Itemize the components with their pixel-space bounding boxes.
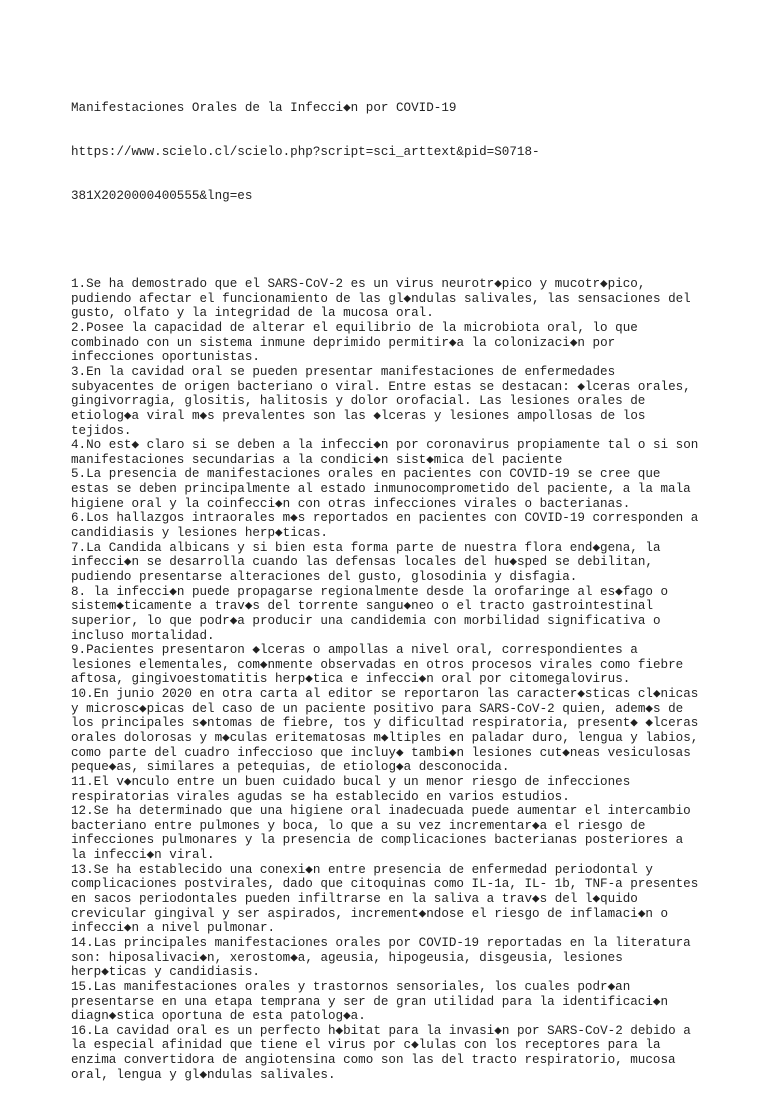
body-text-line: subyacentes de origen bacteriano o viral. Entre estas se destacan: ◆lceras orales,: [71, 379, 691, 394]
body-text-line: tejidos.: [71, 423, 132, 438]
body-text-line: infecci◆n se desarrolla cuando las defensas locales del hu◆sped se debilitan,: [71, 555, 653, 570]
body-text-line: oral, lengua y gl◆ndulas salivales.: [71, 1067, 336, 1082]
body-text-line: 11.El v◆nculo entre un buen cuidado bucal y un menor riesgo de infecciones: [71, 774, 631, 789]
body-text-line: infecciones oportunistas.: [71, 350, 260, 365]
body-text-line: sistem◆ticamente a trav◆s del torrente sangu◆neo o el tracto gastrointestinal: [71, 599, 653, 614]
body-text-line: gusto, olfato y la integridad de la mucosa oral.: [71, 306, 434, 321]
body-text-line: estas se deben principalmente al estado inmunocomprometido del paciente, a la mala: [71, 482, 691, 497]
body-text-line: peque◆as, similares a petequias, de etiolog◆a desconocida.: [71, 760, 510, 775]
body-text-line: pudiendo afectar el funcionamiento de las gl◆ndulas salivales, las sensaciones del: [71, 291, 691, 306]
body-text-line: diagn◆stica oportuna de esta patolog◆a.: [71, 1009, 366, 1024]
body-text-line: presentarse en una etapa temprana y ser de gran utilidad para la identificaci◆n: [71, 994, 669, 1009]
body-text-line: 14.Las principales manifestaciones orales por COVID-19 reportadas en la literatura: [71, 935, 691, 950]
body-text-line: infecciones pulmonares y la presencia de complicaciones bacterianas posteriores a: [71, 833, 684, 848]
body-text-line: complicaciones postvirales, dado que citoquinas como IL-1a, IL- 1b, TNF-a presentes: [71, 877, 699, 892]
body-text-line: respiratorias virales agudas se ha establecido en varios estudios.: [71, 789, 570, 804]
body-text-line: 4.No est◆ claro si se deben a la infecci◆n por coronavirus propiamente tal o si son: [71, 438, 699, 453]
body-text-line: los principales s◆ntomas de fiebre, tos y dificultad respiratoria, present◆ ◆lceras: [71, 716, 699, 731]
document-title: Manifestaciones Orales de la Infecci◆n por COVID-19: [71, 101, 457, 116]
body-text-line: y microsc◆picas del caso de un paciente positivo para SARS-CoV-2 quien, adem◆s de: [71, 701, 684, 716]
body-text-line: superior, lo que podr◆a producir una candidemia con morbilidad significativa o: [71, 613, 661, 628]
body-text-line: 12.Se ha determinado que una higiene oral inadecuada puede aumentar el intercambio: [71, 804, 691, 819]
body-text-line: crevicular gingival y ser aspirados, increment◆ndose el riesgo de inflamaci◆n o: [71, 906, 669, 921]
body-text-line: como parte del cuadro infeccioso que incluy◆ tambi◆n lesiones cut◆neas vesiculosas: [71, 745, 691, 760]
body-text-line: 1.Se ha demostrado que el SARS-CoV-2 es un virus neurotr◆pico y mucotr◆pico,: [71, 277, 646, 292]
body-text-line: incluso mortalidad.: [71, 628, 215, 643]
body-text-line: la especial afinidad que tiene el virus por c◆lulas con los receptores para la: [71, 1038, 661, 1053]
body-text-line: 7.La Candida albicans y si bien esta forma parte de nuestra flora end◆gena, la: [71, 540, 661, 555]
body-text-line: gingivorragia, glositis, halitosis y dolor orofacial. Las lesiones orales de: [71, 394, 646, 409]
body-text-line: 6.Los hallazgos intraorales m◆s reportados en pacientes con COVID-19 corresponden a: [71, 511, 699, 526]
body-text-line: candidiasis y lesiones herp◆ticas.: [71, 526, 328, 541]
blank-line: [71, 233, 711, 248]
body-text-line: 10.En junio 2020 en otra carta al editor se reportaron las caracter◆sticas cl◆nicas: [71, 687, 699, 702]
body-text-line: higiene oral y la coinfecci◆n con otras infecciones virales o bacterianas.: [71, 496, 631, 511]
body-text-line: la infecci◆n viral.: [71, 848, 215, 863]
body-text-line: combinado con un sistema inmune deprimido permitir◆a la colonizaci◆n por: [71, 335, 616, 350]
body-text-line: infecci◆n a nivel pulmonar.: [71, 921, 276, 936]
body-text-line: lesiones elementales, com◆nmente observadas en otros procesos virales como fiebre: [71, 657, 684, 672]
body-text-line: en sacos periodontales pueden infiltrarse en la saliva a trav◆s del l◆quido: [71, 892, 638, 907]
body-text-line: herp◆ticas y candidiasis.: [71, 965, 260, 980]
body-text-line: 8. la infecci◆n puede propagarse regionalmente desde la orofaringe al es◆fago o: [71, 584, 669, 599]
body-text-line: 9.Pacientes presentaron ◆lceras o ampollas a nivel oral, correspondientes a: [71, 643, 638, 658]
body-text-line: son: hiposalivaci◆n, xerostom◆a, ageusia, hipogeusia, disgeusia, lesiones: [71, 950, 623, 965]
document-body: [71, 277, 711, 1082]
body-text-line: bacteriano entre pulmones y boca, lo que a su vez incrementar◆a el riesgo de: [71, 818, 646, 833]
body-text-line: 3.En la cavidad oral se pueden presentar manifestaciones de enfermedades: [71, 364, 616, 379]
body-text-line: etiolog◆a viral m◆s prevalentes son las ◆lceras y lesiones ampollosas de los: [71, 408, 646, 423]
body-text-line: manifestaciones secundarias a la condici◆n sist◆mica del paciente: [71, 452, 563, 467]
body-text-line: 15.Las manifestaciones orales y trastornos sensoriales, los cuales podr◆an: [71, 979, 631, 994]
body-text-line: 13.Se ha establecido una conexi◆n entre presencia de enfermedad periodontal y: [71, 862, 653, 877]
document-page: [71, 72, 711, 1097]
source-url-line-1: https://www.scielo.cl/scielo.php?script=sci_arttext&pid=S0718-: [71, 145, 540, 160]
body-text-line: 2.Posee la capacidad de alterar el equilibrio de la microbiota oral, lo que: [71, 321, 638, 336]
source-url-line-2: 381X2020000400555&lng=es: [71, 189, 253, 204]
body-text-line: 5.La presencia de manifestaciones orales en pacientes con COVID-19 se cree que: [71, 467, 661, 482]
body-text-line: enzima convertidora de angiotensina como son las del tracto respiratorio, mucosa: [71, 1053, 676, 1068]
body-text-line: orales dolorosas y m◆culas eritematosas m◆ltiples en paladar duro, lengua y labios,: [71, 730, 699, 745]
body-text-line: pudiendo presentarse alteraciones del gusto, glosodinia y disfagia.: [71, 569, 578, 584]
body-text-line: aftosa, gingivoestomatitis herp◆tica e infecci◆n oral por citomegalovirus.: [71, 672, 631, 687]
body-text-line: 16.La cavidad oral es un perfecto h◆bitat para la invasi◆n por SARS-CoV-2 debido a: [71, 1023, 691, 1038]
